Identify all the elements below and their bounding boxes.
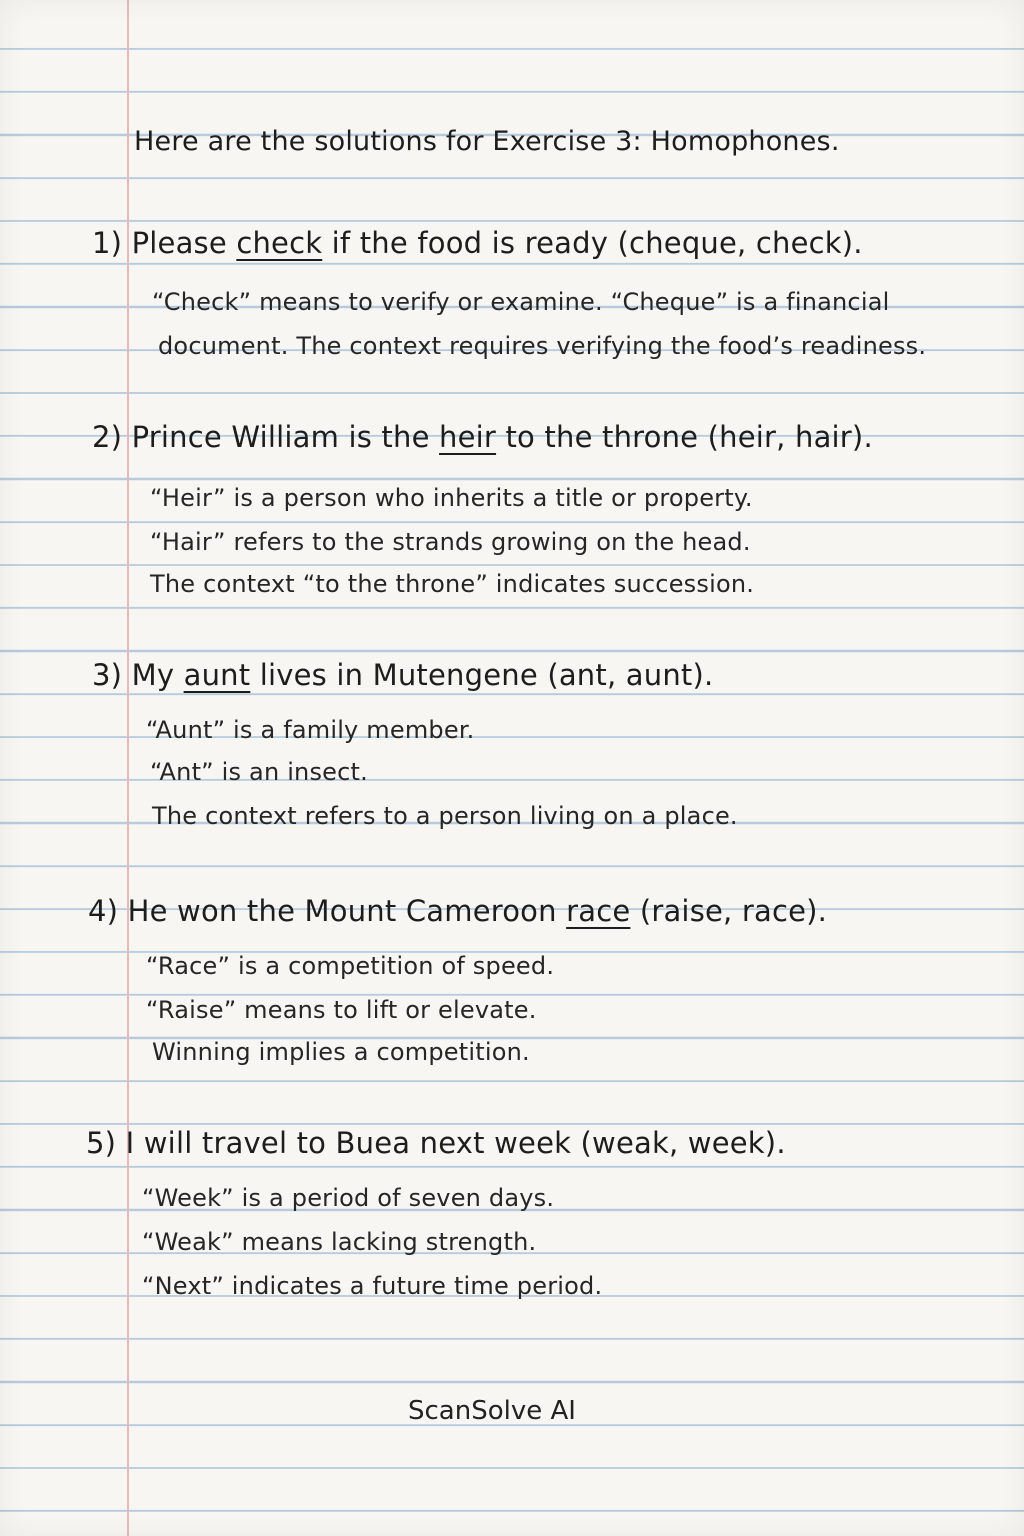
explanation-line: “Raise” means to lift or elevate. [146,996,537,1024]
question-number: 1) [92,226,123,260]
question-1 [92,226,863,260]
explanation-line: “Race” is a competition of speed. [146,952,555,980]
question-text-after: to the throne (heir, hair). [496,420,873,454]
answer-underlined: heir [439,420,497,454]
question-text-after: if the food is ready (cheque, check). [322,226,863,260]
explanation-line: “Week” is a period of seven days. [142,1184,555,1212]
explanation-line: “Weak” means lacking strength. [142,1228,537,1256]
question-4 [88,894,827,928]
question-number: 5) [86,1126,117,1160]
question-number: 4) [88,894,119,928]
question-text-before: He won the Mount Cameroon [127,894,567,928]
question-text-before: My [131,658,184,692]
explanation-line: The context refers to a person living on a place. [152,802,738,830]
intro-line: Here are the solutions for Exercise 3: Homophones. [134,126,840,157]
question-text-after: lives in Mutengene (ant, aunt). [250,658,714,692]
explanation-line: “Aunt” is a family member. [146,716,475,744]
answer-underlined: check [236,226,323,260]
explanation-line: The context “to the throne” indicates succession. [150,570,755,598]
explanation-line: “Heir” is a person who inherits a title or property. [150,484,753,512]
question-3 [92,658,713,692]
explanation-line: “Next” indicates a future time period. [142,1272,603,1300]
answer-underlined: aunt [183,658,251,692]
question-number: 3) [92,658,123,692]
question-2 [92,420,873,454]
question-text-before: I will travel to Buea next week (weak, week). [125,1126,786,1160]
question-number: 2) [92,420,123,454]
question-text-after: (raise, race). [630,894,828,928]
question-text-before: Please [131,226,237,260]
explanation-line: Winning implies a competition. [152,1038,530,1066]
question-text-before: Prince William is the [131,420,440,454]
question-5 [86,1126,786,1160]
explanation-line: “Check” means to verify or examine. “Cheque” is a financial [152,288,890,316]
signature: ScanSolve AI [408,1396,576,1426]
explanation-line: “Hair” refers to the strands growing on the head. [150,528,751,556]
answer-underlined: race [566,894,631,928]
explanation-line: “Ant” is an insect. [150,758,368,786]
explanation-line: document. The context requires verifying the food’s readiness. [158,332,927,360]
